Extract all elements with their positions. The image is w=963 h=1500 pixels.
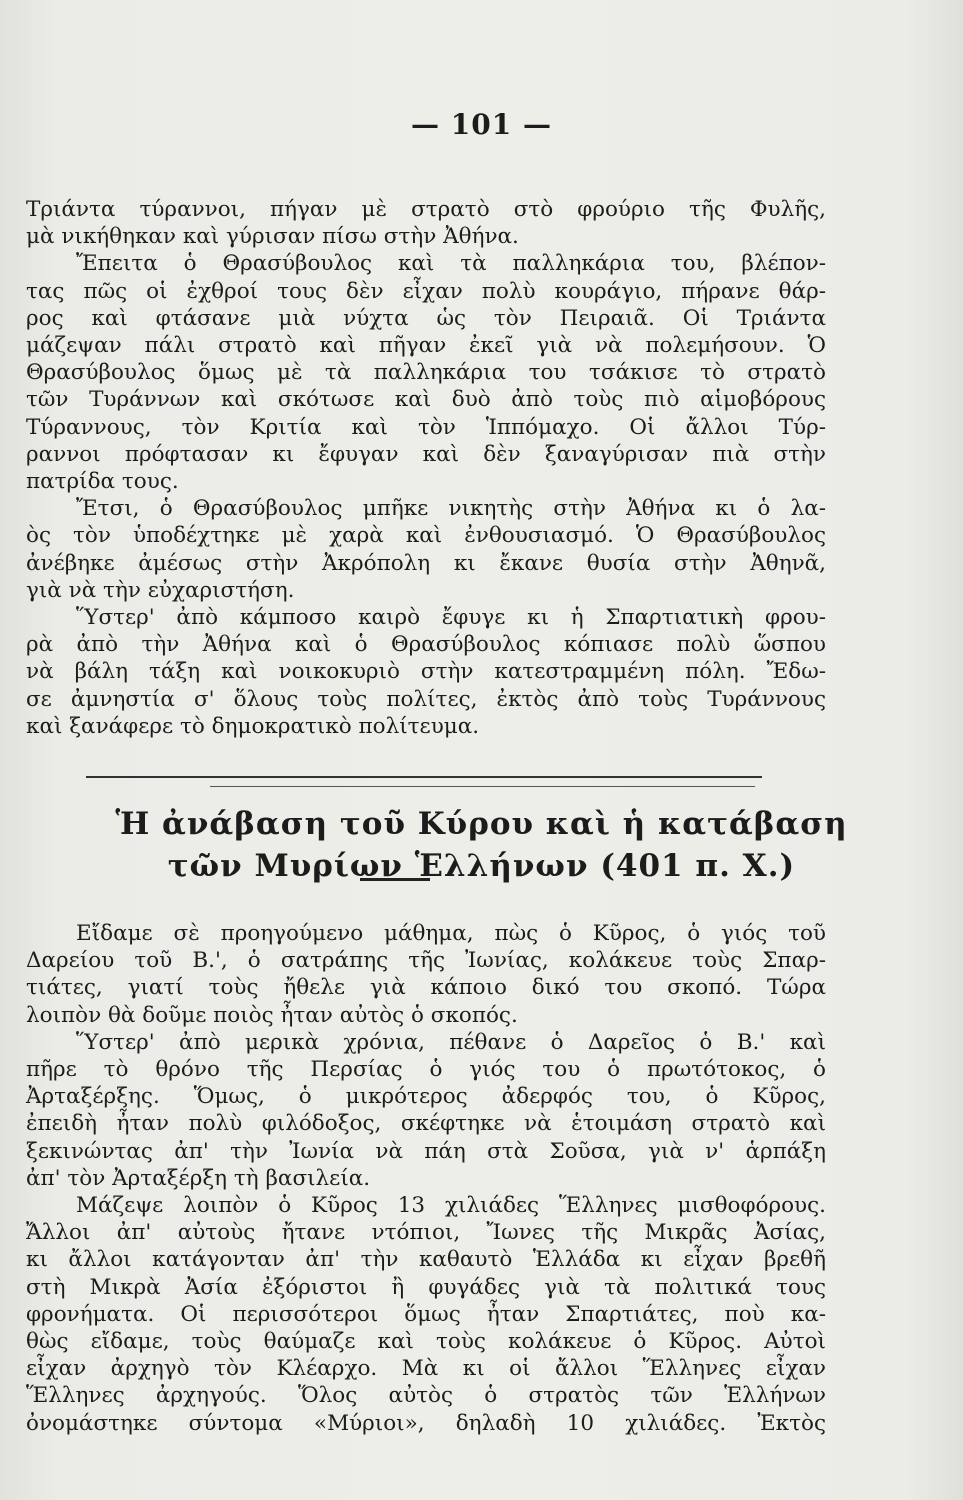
text-line: κι ἄλλοι κατάγονταν ἀπ' τὴν καθαυτὸ Ἑλλάδα κι εἶχαν βρεθῆ [26,1247,826,1273]
text-line: πῆρε τὸ θρόνο τῆς Περσίας ὁ γιός του ὁ πρωτότοκος, ὁ [26,1057,826,1083]
text-line: ξεκινώντας ἀπ' τὴν Ἰωνία νὰ πάη στὰ Σοῦσα, γιὰ ν' ἁρπάξη [26,1138,826,1164]
text-line: ἀνέβηκε ἀμέσως στὴν Ἀκρόπολη κι ἔκανε θυσία στὴν Ἀθηνᾶ, [26,550,826,576]
section-title-line: τῶν Μυρίων Ἑλλήνων (401 π. Χ.) [167,848,796,884]
text-line: Εἴδαμε σὲ προηγούμενο μάθημα, πὼς ὁ Κῦρος, ὁ γιός τοῦ [76,921,826,946]
text-line: λοιπὸν θὰ δοῦμε ποιὸς ἦταν αὐτὸς ὁ σκοπός. [26,1002,518,1028]
text-line: Ἀρταξέρξης. Ὅμως, ὁ μικρότερος ἀδερφός του, ὁ Κῦρος, [26,1084,826,1110]
text-line: ρὰ ἀπὸ τὴν Ἀθήνα καὶ ὁ Θρασύβουλος κόπιασε πολὺ ὥσπου [26,632,826,658]
text-line: νὰ βάλη τάξη καὶ νοικοκυριὸ στὴν κατεστραμμένη πόλη. Ἔδω- [26,659,826,685]
text-line: ἀπ' τὸν Ἀρταξέρξη τὴ βασιλεία. [26,1165,371,1191]
section-title-line: Ἡ ἀνάβαση τοῦ Κύρου καὶ ἡ κατάβαση [115,806,848,842]
text-line: Ἄλλοι ἀπ' αὐτοὺς ἤτανε ντόπιοι, Ἴωνες τῆς Μικρᾶς Ἀσίας, [26,1220,826,1246]
text-line: πατρίδα τους. [26,469,179,495]
text-line: Δαρείου τοῦ Β.', ὁ σατράπης τῆς Ἰωνίας, κολάκευε τοὺς Σπαρ- [26,948,826,974]
text-line: ὸς τὸν ὑποδέχτηκε μὲ χαρὰ καὶ ἐνθουσιασμό. Ὁ Θρασύβουλος [26,523,826,549]
page-number: — 101 — [411,108,552,141]
text-line: μάζεψαν πάλι στρατὸ καὶ πῆγαν ἐκεῖ γιὰ νὰ πολεμήσουν. Ὁ [26,333,826,359]
text-line: φρονήματα. Οἱ περισσότεροι ὅμως ἦταν Σπαρτιάτες, ποὺ κα- [26,1301,826,1327]
text-line: Θρασύβουλος ὅμως μὲ τὰ παλληκάρια του τσάκισε τὸ στρατὸ [26,360,826,386]
text-line: μὰ νικήθηκαν καὶ γύρισαν πίσω στὴν Ἀθήνα. [26,224,519,250]
text-line: Ἔτσι, ὁ Θρασύβουλος μπῆκε νικητὴς στὴν Ἀθήνα κι ὁ λα- [76,496,826,522]
text-line: τῶν Τυράννων καὶ σκότωσε καὶ δυὸ ἀπὸ τοὺς πιὸ αἱμοβόρους [26,387,826,413]
text-line: Ἔπειτα ὁ Θρασύβουλος καὶ τὰ παλληκάρια του, βλέπον- [76,251,826,277]
section-divider [86,776,762,778]
text-line: Τύραννους, τὸν Κριτία καὶ τὸν Ἱππόμαχο. Οἱ ἄλλοι Τύρ- [26,414,826,440]
text-line: γιὰ νὰ τὴν εὐχαριστήση. [26,577,295,603]
text-line: ὀνομάστηκε σύντομα «Μύριοι», δηλαδὴ 10 χιλιάδες. Ἐκτὸς [26,1410,826,1436]
text-line: καὶ ξανάφερε τὸ δημοκρατικὸ πολίτευμα. [26,713,480,739]
text-line: τας πῶς οἱ ἐχθροί τους δὲν εἶχαν πολὺ κουράγιο, πήρανε θάρ- [26,278,826,304]
text-line: στὴ Μικρὰ Ἀσία ἐξόριστοι ἢ φυγάδες γιὰ τὰ πολιτικά τους [26,1274,826,1300]
title-underline [360,878,430,881]
text-line: Τριάντα τύραννοι, πήγαν μὲ στρατὸ στὸ φρούριο τῆς Φυλῆς, [26,197,826,222]
text-line: ρος καὶ φτάσανε μιὰ νύχτα ὡς τὸν Πειραιᾶ. Οἱ Τριάντα [26,305,826,331]
section-divider-secondary [210,786,755,787]
text-line: θὼς εἴδαμε, τοὺς θαύμαζε καὶ τοὺς κολάκευε ὁ Κῦρος. Αὐτοὶ [26,1329,826,1355]
text-line: σε ἀμνηστία σ' ὅλους τοὺς πολίτες, ἐκτὸς ἀπὸ τοὺς Τυράννους [26,686,826,712]
text-line: ραννοι πρόφτασαν κι ἔφυγαν καὶ δὲν ξαναγύρισαν πιὰ στὴν [26,441,826,467]
text-line: εἶχαν ἀρχηγὸ τὸν Κλέαρχο. Μὰ κι οἱ ἄλλοι Ἕλληνες εἶχαν [26,1356,826,1382]
text-line: Ἕλληνες ἀρχηγούς. Ὅλος αὐτὸς ὁ στρατὸς τῶν Ἑλλήνων [26,1383,826,1409]
paragraph-top [26,196,826,740]
text-line: Μάζεψε λοιπὸν ὁ Κῦρος 13 χιλιάδες Ἕλληνες μισθοφόρους. [76,1193,826,1219]
text-line: ἐπειδὴ ἦταν πολὺ φιλόδοξος, σκέφτηκε νὰ ἑτοιμάση στρατὸ καὶ [26,1111,826,1137]
text-line: Ὕστερ' ἀπὸ κάμποσο καιρὸ ἔφυγε κι ἡ Σπαρτιατικὴ φρου- [76,605,826,631]
text-line: Ὕστερ' ἀπὸ μερικὰ χρόνια, πέθανε ὁ Δαρεῖος ὁ Β.' καὶ [76,1029,826,1055]
text-line: τιάτες, γιατί τοὺς ἤθελε γιὰ κάποιο δικό του σκοπό. Τώρα [26,975,826,1001]
paragraph-bottom [26,920,826,1437]
